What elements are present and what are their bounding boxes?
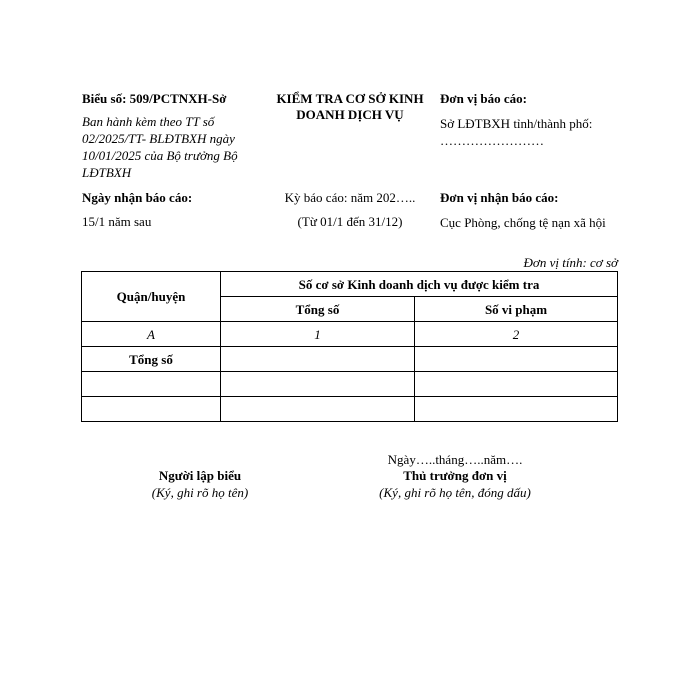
form-title: KIỂM TRA CƠ SỞ KINH DOANH DỊCH VỤ <box>276 91 424 122</box>
report-period-range: (Từ 01/1 đến 31/12) <box>297 214 403 229</box>
receiving-unit-value: Cục Phòng, chống tệ nạn xã hội <box>440 215 606 230</box>
preparer-title: Người lập biểu <box>158 468 242 483</box>
signature-date: Ngày…..tháng…..năm…. <box>387 452 523 467</box>
issuance-note: Ban hành kèm theo TT số 02/2025/TT- BLĐTBXH ngày 10/01/2025 của Bộ trưởng Bộ LĐTBXH <box>82 114 238 180</box>
receive-date-value: 15/1 năm sau <box>82 214 152 229</box>
total-header: Tổng số <box>221 297 415 322</box>
table-cell <box>415 372 618 397</box>
table-cell <box>221 397 415 422</box>
receiving-unit-label: Đơn vị nhận báo cáo: <box>440 190 559 205</box>
head-title: Thủ trưởng đơn vị <box>403 468 507 483</box>
total-row-label: Tổng số <box>82 347 221 372</box>
index-cell: 1 <box>221 322 415 347</box>
report-table <box>81 271 618 422</box>
reporting-unit-label: Đơn vị báo cáo: <box>440 91 528 106</box>
group-header: Số cơ sở Kinh doanh dịch vụ được kiểm tra <box>221 272 618 297</box>
table-cell <box>82 397 221 422</box>
table-cell <box>221 372 415 397</box>
preparer-note: (Ký, ghi rõ họ tên) <box>151 485 249 500</box>
index-row <box>82 322 618 347</box>
form-number: Biểu số: 509/PCTNXH-Sở <box>82 91 227 106</box>
violations-header: Số vi phạm <box>415 297 618 322</box>
table-cell <box>221 347 415 372</box>
table-cell <box>415 397 618 422</box>
table-header-row <box>82 272 618 297</box>
district-header: Quận/huyện <box>82 272 221 322</box>
table-row <box>82 397 618 422</box>
reporting-unit-value: Sở LĐTBXH tỉnh/thành phố: …………………… <box>440 116 593 148</box>
index-cell: 2 <box>415 322 618 347</box>
index-cell: A <box>82 322 221 347</box>
table-row <box>82 372 618 397</box>
table-cell <box>415 347 618 372</box>
report-period: Kỳ báo cáo: năm 202….. <box>284 190 416 205</box>
total-row <box>82 347 618 372</box>
receive-date-label: Ngày nhận báo cáo: <box>82 190 193 205</box>
table-cell <box>82 372 221 397</box>
unit-note: Đơn vị tính: cơ sở <box>523 255 618 270</box>
head-note: (Ký, ghi rõ họ tên, đóng dấu) <box>379 485 531 500</box>
